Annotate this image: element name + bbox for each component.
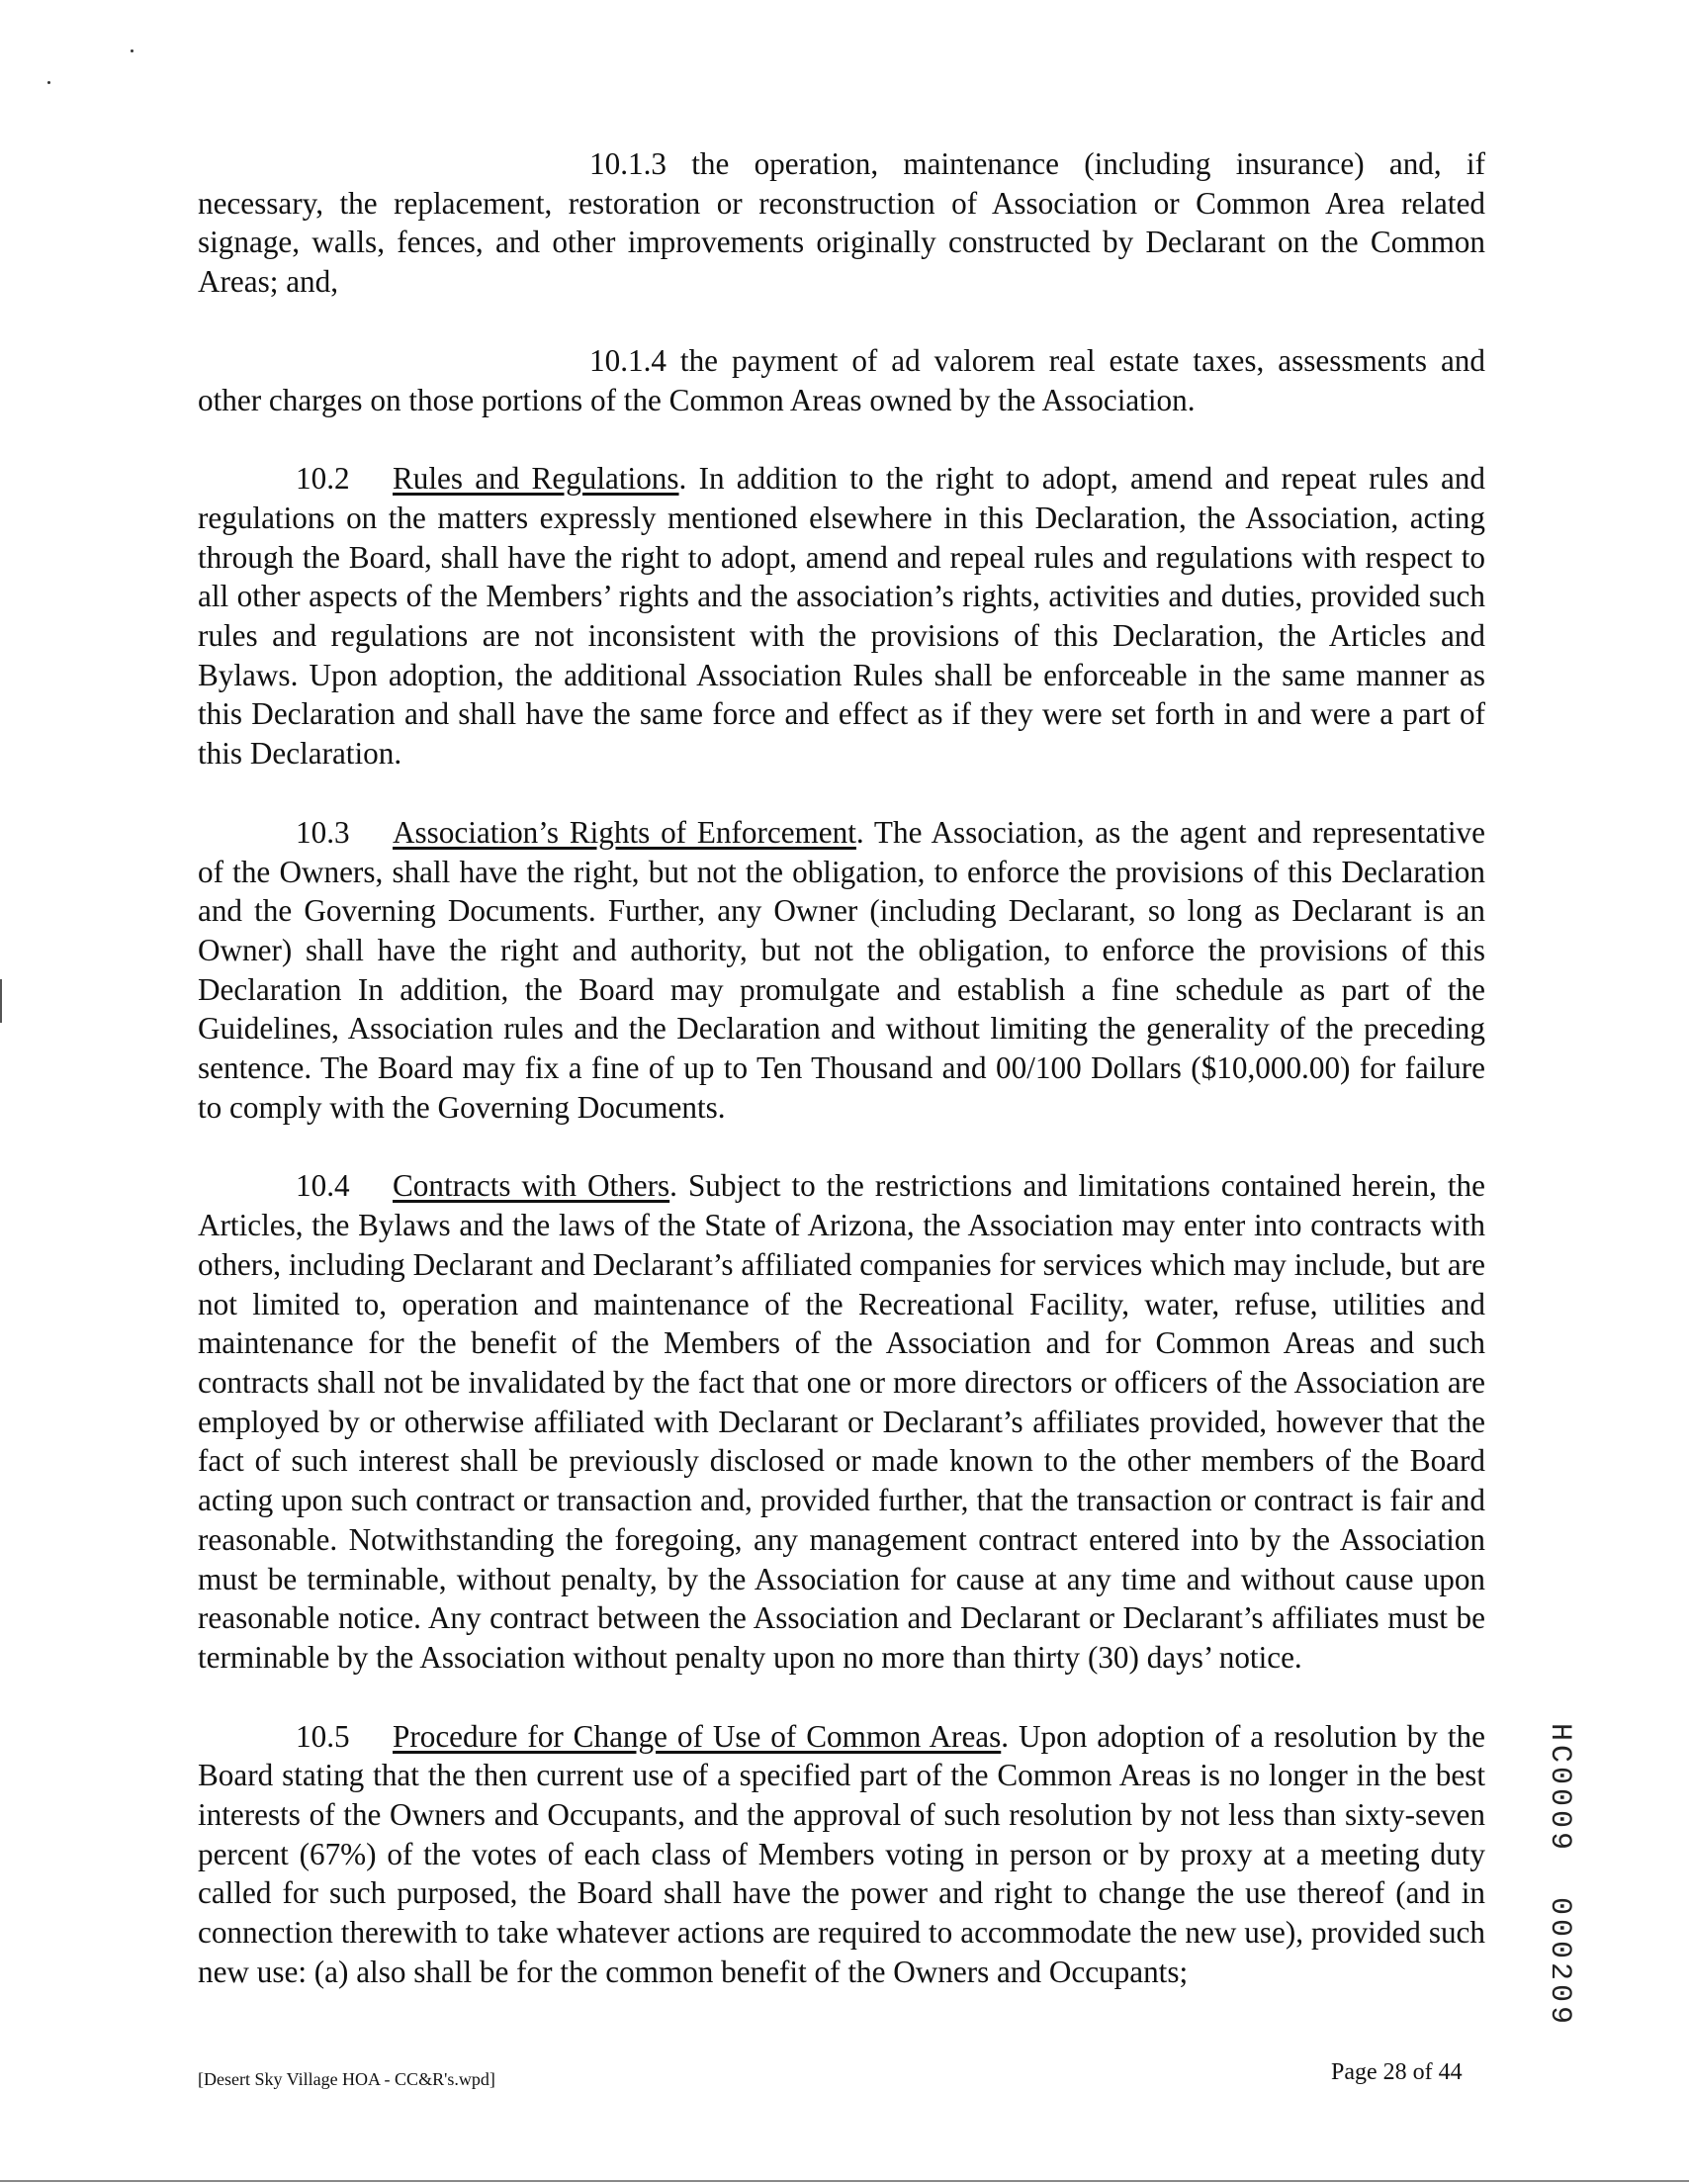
paragraph-10-1-4	[198, 341, 1485, 419]
section-text: . Subject to the restrictions and limitations contained herein, the Articles, the Bylaws and the laws of the State of Arizona, the Association may enter into contracts with others, including Declarant and Declarant’s affiliated companies for services which may include, but are not limited to, operation and maintenance of the Recreational Facility, water, refuse, utilities and maintenance for the benefit of the Members of the Association and for Common Areas and such contracts shall not be invalidated by the fact that one or more directors or officers of the Association are employed by or otherwise affiliated with Declarant or Declarant’s affiliates provided, however that the fact of such interest shall be previously disclosed or made known to the other members of the Board acting upon such contract or transaction and, provided further, that the transaction or contract is fair and reasonable. Notwithstanding the foregoing, any management contract entered into by the Association must be terminable, without penalty, by the Association for cause at any time and without cause upon reasonable notice. Any contract between the Association and Declarant or Declarant’s affiliates must be terminable by the Association without penalty upon no more than thirty (30) days’ notice.	[198, 1168, 1485, 1675]
footer-page-number: Page 28 of 44	[1331, 2059, 1463, 2085]
paragraph-text: the payment of ad valorem real estate taxes, assessments and other charges on those portions of the Common Areas owned by the Association.	[198, 342, 1485, 417]
section-heading: Contracts with Others	[393, 1168, 670, 1204]
footer-file-label: [Desert Sky Village HOA - CC&R's.wpd]	[198, 2069, 495, 2089]
section-10-2-rules-and-regulations	[198, 459, 1485, 774]
paragraph-number: 10.1.4	[589, 342, 667, 378]
section-heading: Rules and Regulations	[393, 461, 679, 497]
section-number: 10.2	[296, 461, 350, 497]
section-heading: Association’s Rights of Enforcement	[393, 814, 856, 850]
section-text: . The Association, as the agent and representative of the Owners, shall have the right, but not the obligation, to enforce the provisions of this Declaration and the Governing Documents. Further, any Owner (including Declarant, so long as Declarant is an Owner) shall have the right and authority, but not the obligation, to enforce the provisions of this Declaration In addition, the Board may promulgate and establish a fine schedule as part of the Guidelines, Association rules and the Declaration and without limiting the generality of the preceding sentence. The Board may fix a fine of up to Ten Thousand and 00/100 Dollars ($10,000.00) for failure to comply with the Governing Documents.	[198, 814, 1485, 1125]
section-text: . Upon adoption of a resolution by the Board stating that the then current use of a specified part of the Common Areas is no longer in the best interests of the Owners and Occupants, and the approval of such resolution by not less than sixty-seven percent (67%) of the votes of each class of Members voting in person or by proxy at a meeting duty called for such purposed, the Board shall have the power and right to change the use thereof (and in connection therewith to take whatever actions are required to accommodate the new use), provided such new use: (a) also shall be for the common benefit of the Owners and Occupants;	[198, 1718, 1485, 1989]
scan-speck	[131, 49, 133, 52]
section-10-4-contracts-with-others	[198, 1166, 1485, 1677]
section-10-3-rights-of-enforcement	[198, 813, 1485, 1128]
paragraph-text: the operation, maintenance (including insurance) and, if necessary, the replacement, restoration or reconstruction of Association or Common Area related signage, walls, fences, and other improvements originally constructed by Declarant on the Common Areas; and,	[198, 146, 1485, 300]
section-number: 10.5	[296, 1718, 350, 1754]
scan-edge-mark	[0, 979, 2, 1023]
section-10-5-change-of-use	[198, 1717, 1485, 1992]
section-number: 10.4	[296, 1168, 350, 1204]
paragraph-number: 10.1.3	[589, 146, 667, 181]
section-number: 10.3	[296, 814, 350, 850]
scan-bottom-border	[0, 2180, 1689, 2182]
section-heading: Procedure for Change of Use of Common Areas	[393, 1718, 1002, 1754]
scan-speck	[47, 81, 50, 84]
paragraph-10-1-3	[198, 144, 1485, 302]
document-body	[198, 144, 1485, 1992]
section-text: . In addition to the right to adopt, amend and repeat rules and regulations on the matters expressly mentioned elsewhere in this Declaration, the Association, acting through the Board, shall have the right to adopt, amend and repeal rules and regulations with respect to all other aspects of the Members’ rights and the association’s rights, activities and duties, provided such rules and regulations are not inconsistent with the provisions of this Declaration, the Articles and Bylaws. Upon adoption, the additional Association Rules shall be enforceable in the same manner as this Declaration and shall have the same force and effect as if they were set forth in and were a part of this Declaration.	[198, 461, 1485, 772]
bates-stamp: HC0009 000209	[1543, 1723, 1576, 2029]
